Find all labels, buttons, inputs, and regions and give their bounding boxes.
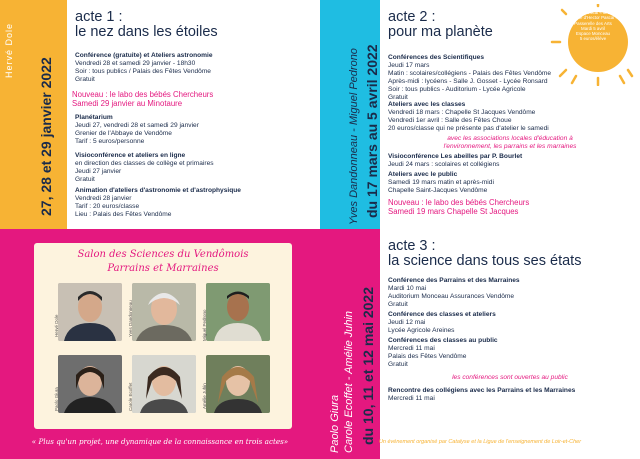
act2-conf-line: Jeudi 17 mars (388, 62, 430, 69)
act2-ateliers-public (388, 171, 494, 195)
act3-b2-line: Lycée Agricole Areines (388, 327, 455, 334)
act1-conf-line: Soir : tous publics / Palais des Fêtes Vendôme (75, 68, 211, 75)
act1-title: le nez dans les étoiles (75, 24, 218, 40)
portrait-herve-dole (58, 283, 122, 341)
act2-note (388, 135, 632, 151)
act2-conf-line: Après-midi : lycéens - Salle J. Gosset - Lycée Ronsard (388, 78, 548, 85)
act2-hl-line: Nouveau : le labo des bébés Chercheurs (388, 198, 530, 207)
act1-plan-line: Tarif : 5 euros/personne (75, 138, 145, 145)
act2-conference (388, 54, 551, 102)
name-yves-dandonneau: Yves Dandonneau (128, 300, 133, 337)
act2-ateliers-line: Vendredi 18 mars : Chapelle St Jacques Vendôme (388, 109, 536, 116)
act1-animation (75, 187, 241, 219)
act1-anim-line: Vendredi 28 janvier (75, 195, 132, 202)
act2-hl-line: Samedi 19 mars Chapelle St Jacques (388, 207, 519, 216)
act1-visio-title: Visioconférence et ateliers en ligne (75, 152, 186, 159)
salon-panel (34, 243, 292, 429)
act3-b2-title: Conférence des classes et ateliers (388, 311, 496, 318)
act3-b2-line: Jeudi 12 mai (388, 319, 426, 326)
act1-panel (67, 0, 320, 229)
salon-section (0, 229, 320, 459)
act2-title: pour ma planète (388, 24, 493, 40)
act1-plan-line: Jeudi 27, vendredi 28 et samedi 29 janvier (75, 122, 199, 129)
act1-author: Hervé Dole (4, 22, 14, 78)
name-herve-dole: Hervé Dole (54, 314, 59, 337)
act1-date: 27, 28 et 29 janvier 2022 (38, 57, 54, 216)
sun-line: planète d'Hector Pascal » (568, 15, 618, 21)
sun-line: Espace Monceau (576, 31, 610, 37)
sun-line: Mardi 5 avril (581, 25, 605, 31)
salon-title: Salon des Sciences du Vendômois (77, 249, 249, 260)
act1-plan-title: Planétarium (75, 114, 113, 121)
act3-footer: Un événement organisé par Catalyse et la Ligue de l'enseignement de Loir-et-Cher (378, 439, 582, 445)
act2-conf-line: Matin : scolaires/collégiens - Palais des Fêtes Vendôme (388, 70, 552, 77)
act1-plan-line: Grenier de l'Abbaye de Vendôme (75, 130, 172, 137)
act2-note-line: l'environnement, les parrains et les marraines (443, 143, 577, 150)
act2-header (388, 10, 493, 40)
act3-authors: Paolo Giura Carole Ecoffet - Amélie Juhin (329, 310, 355, 453)
act2-ateliers2-line: Samedi 19 mars matin et après-midi (388, 179, 494, 186)
act3-b1-line: Gratuit (388, 301, 408, 308)
act3-b3-title: Conférences des classes au public (388, 337, 498, 344)
sun-line: Passerelle des Arts (574, 20, 612, 26)
name-paolo-giura: Paolo Giura (54, 387, 59, 411)
act3-date: du 10, 11 et 12 mai 2022 (360, 287, 376, 445)
act1-visio-line: Jeudi 27 janvier (75, 168, 122, 175)
sun-line: 5 euros/élève (579, 36, 607, 42)
act3-note: les conférences sont ouvertes au public (452, 374, 568, 381)
act2-date: du 17 mars au 5 avril 2022 (364, 44, 380, 218)
act1-number: acte 1 : (75, 9, 123, 25)
act2-visio-title: Visioconférence Les abeilles par P. Bourlet (388, 153, 523, 160)
act3-b3-line: Gratuit (388, 361, 408, 368)
act2-ateliers2-title: Ateliers avec le public (388, 171, 458, 178)
act1-conf-title: Conférence (gratuite) et Ateliers astronomie (75, 52, 213, 59)
act1-highlight (72, 90, 213, 108)
act2-conf-title: Conférences des Scientifiques (388, 54, 485, 61)
act3-number: acte 3 : (388, 238, 436, 254)
act1-planetarium (75, 114, 199, 146)
act3-b1 (388, 277, 520, 309)
act1-anim-line: Tarif : 20 euros/classe (75, 203, 140, 210)
act3-header (388, 239, 581, 269)
act2-note-line: avec les associations locales d'éducation à (447, 135, 573, 142)
act1-hl-line: Samedi 29 janvier au Minotaure (72, 99, 183, 108)
name-carole-ecoffet: Carole Ecoffet (128, 382, 133, 411)
act3-section (320, 229, 640, 459)
act2-visio (388, 153, 522, 169)
portrait-amelie-juhin (206, 355, 270, 413)
act3-b3-line: Palais des Fêtes Vendôme (388, 353, 467, 360)
act1-hl-line: Nouveau : le labo des bébés Chercheurs (72, 90, 214, 99)
act1-conf-line: Gratuit (75, 76, 95, 83)
act3-b1-title: Conférence des Parrains et des Marraines (388, 277, 520, 284)
name-amelie-juhin: Amélie Juhin (202, 383, 207, 409)
act2-visio-line: Jeudi 24 mars : scolaires et collégiens (388, 161, 500, 168)
portrait-carole-ecoffet (132, 355, 196, 413)
act1-anim-line: Lieu : Palais des Fêtes Vendôme (75, 211, 172, 218)
portrait-yves-dandonneau (132, 283, 196, 341)
act1-header (75, 10, 218, 40)
act2-conf-line: Soir : tous publics - Auditorium - Lycée Agricole (388, 86, 526, 93)
act2-section (320, 0, 640, 229)
act3-title: la science dans tous ses états (388, 253, 582, 269)
act3-panel (380, 229, 640, 459)
portrait-paolo-giura (58, 355, 122, 413)
name-miguel-pedrono: Miguel Pedrono (202, 309, 207, 341)
act1-conf-line: Vendredi 28 et samedi 29 janvier - 18h30 (75, 60, 196, 67)
act1-section (0, 0, 320, 229)
act2-ateliers-line: 20 euros/classe qui ne présente pas d'atelier le samedi (388, 125, 549, 132)
act3-b2 (388, 311, 496, 335)
act3-b3 (388, 337, 498, 369)
act2-conf-line: Gratuit (388, 94, 408, 101)
salon-quote: « Plus qu'un projet, une dynamique de la connaissance en trois actes» (31, 437, 289, 446)
sun-info (560, 10, 626, 42)
act3-b4 (388, 387, 575, 403)
sun-line: Conte musical « la folle (570, 10, 616, 15)
act3-b4-title: Rencontre des collégiens avec les Parrains et les Marraines (388, 387, 576, 394)
salon-subtitle: Parrains et Marraines (107, 263, 219, 274)
act1-conference (75, 52, 213, 84)
portrait-miguel-pedrono (206, 283, 270, 341)
act3-b1-line: Auditorium Monceau Assurances Vendôme (388, 293, 515, 300)
act1-anim-title: Animation d'ateliers d'astronomie et d'astrophysique (75, 187, 241, 194)
act3-b1-line: Mardi 10 mai (388, 285, 427, 292)
act2-ateliers-line: Vendredi 1er avril : Salle des Fêtes Choue (388, 117, 512, 124)
act2-number: acte 2 : (388, 9, 436, 25)
act3-b4-line: Mercredi 11 mai (388, 395, 435, 402)
act2-ateliers2-line: Chapelle Saint-Jacques Vendôme (388, 187, 488, 194)
act2-ateliers (388, 101, 549, 133)
act3-b3-line: Mercredi 11 mai (388, 345, 435, 352)
act2-panel (380, 0, 640, 229)
act2-ateliers-title: Ateliers avec les classes (388, 101, 466, 108)
act1-visio (75, 152, 214, 184)
act2-authors: Yves Dandonneau - Miguel Pedrono (348, 48, 360, 225)
act1-visio-line: en direction des classes de collège et primaires (75, 160, 214, 167)
act1-visio-line: Gratuit (75, 176, 95, 183)
act2-highlight (388, 198, 529, 216)
